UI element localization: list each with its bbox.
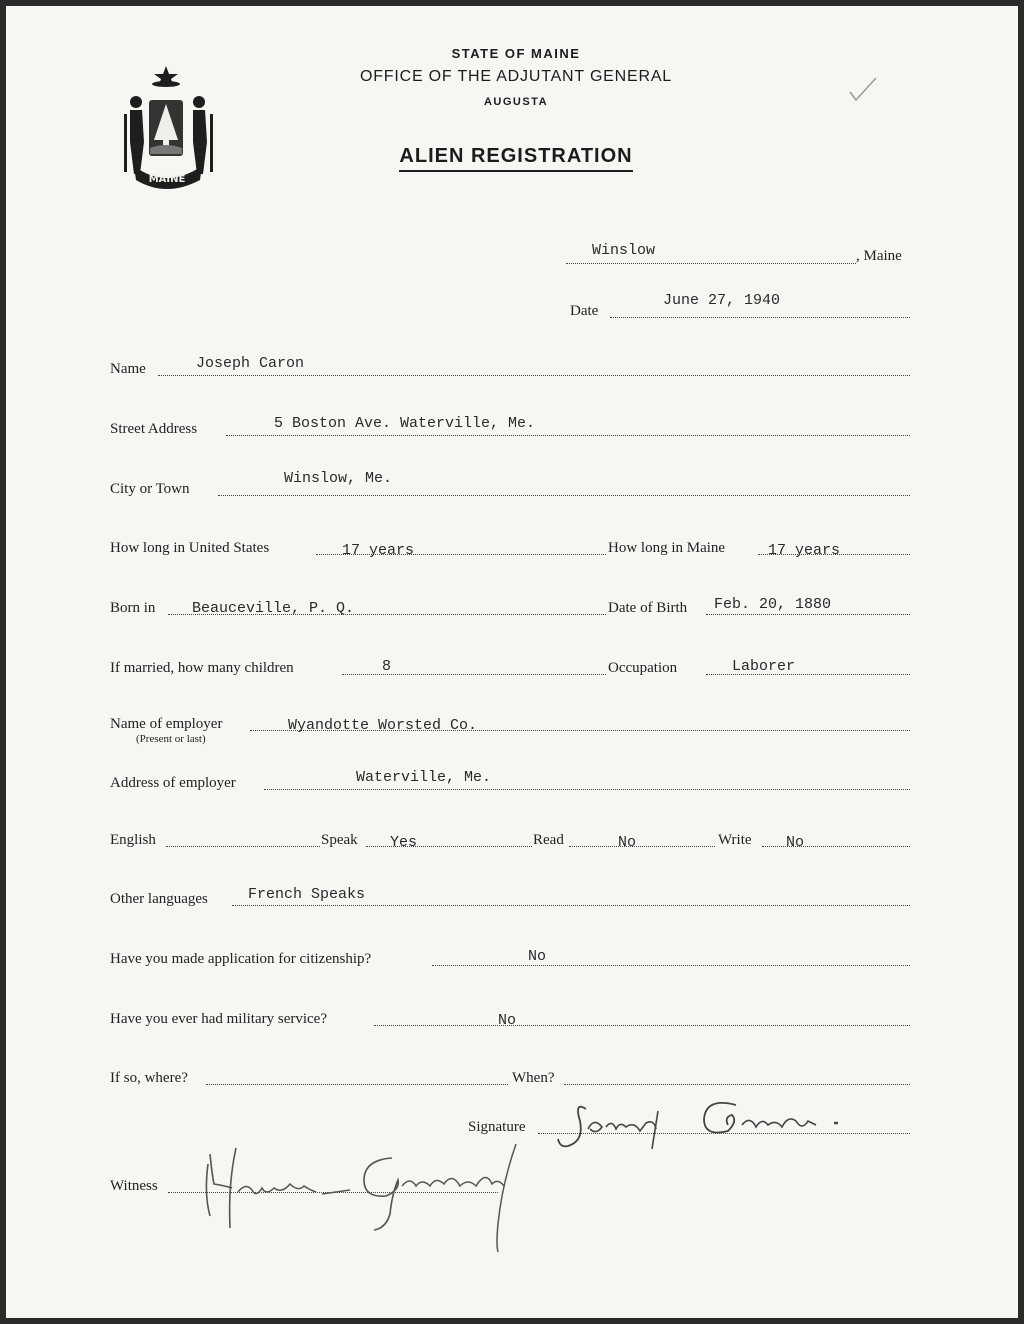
- citizenship-line: [432, 965, 910, 966]
- dob-value: Feb. 20, 1880: [714, 596, 832, 613]
- city-line: [218, 495, 910, 496]
- write-value: No: [786, 834, 805, 851]
- other-languages-line: [232, 905, 910, 906]
- place-value: Winslow: [592, 242, 656, 259]
- place-line: [566, 263, 856, 264]
- signature-label: Signature: [468, 1119, 526, 1135]
- occupation-value: Laborer: [732, 658, 796, 675]
- city-label: City or Town: [110, 481, 190, 497]
- name-label: Name: [110, 361, 146, 377]
- form-page: [6, 6, 1018, 1318]
- place-suffix: , Maine: [856, 248, 902, 264]
- how-long-us-label: How long in United States: [110, 540, 270, 556]
- write-label: Write: [718, 832, 752, 848]
- employer-address-line: [264, 789, 910, 790]
- header-state: STATE OF MAINE: [451, 46, 581, 61]
- header-city: AUGUSTA: [483, 96, 549, 108]
- children-label: If married, how many children: [110, 660, 294, 676]
- employer-address-label: Address of employer: [110, 775, 236, 791]
- employer-sublabel: (Present or last): [136, 733, 206, 745]
- military-line: [374, 1025, 910, 1026]
- born-in-value: Beauceville, P. Q.: [192, 600, 355, 617]
- street-value: 5 Boston Ave. Waterville, Me.: [274, 415, 536, 432]
- how-long-maine-value: 17 years: [768, 542, 841, 559]
- form-title: ALIEN REGISTRATION: [336, 145, 696, 168]
- employer-label: Name of employer: [110, 716, 223, 732]
- citizenship-value: No: [528, 948, 547, 965]
- speak-label: Speak: [321, 832, 358, 848]
- occupation-label: Occupation: [608, 660, 678, 676]
- header-office: OFFICE OF THE ADJUTANT GENERAL: [359, 68, 673, 85]
- speak-value: Yes: [390, 834, 418, 851]
- read-label: Read: [533, 832, 564, 848]
- witness-label: Witness: [110, 1178, 158, 1194]
- english-label: English: [110, 832, 156, 848]
- military-value: No: [498, 1012, 517, 1029]
- read-value: No: [618, 834, 637, 851]
- write-line: [762, 846, 910, 847]
- check-mark-icon: [846, 76, 880, 104]
- how-long-maine-label: How long in Maine: [608, 540, 726, 556]
- when-label: When?: [512, 1070, 555, 1086]
- children-value: 8: [382, 658, 392, 675]
- where-label: If so, where?: [110, 1070, 188, 1086]
- when-line: [564, 1084, 910, 1085]
- other-languages-value: French Speaks: [248, 886, 366, 903]
- state-seal-icon: [116, 62, 226, 192]
- born-in-label: Born in: [110, 600, 156, 616]
- date-label: Date: [570, 303, 599, 319]
- other-languages-label: Other languages: [110, 891, 208, 907]
- street-line: [226, 435, 910, 436]
- employer-value: Wyandotte Worsted Co.: [288, 717, 478, 734]
- dob-line: [706, 614, 910, 615]
- dob-label: Date of Birth: [608, 600, 688, 616]
- citizenship-label: Have you made application for citizenship?: [110, 951, 372, 967]
- how-long-us-value: 17 years: [342, 542, 415, 559]
- where-line: [206, 1084, 508, 1085]
- street-label: Street Address: [110, 421, 198, 437]
- date-value: June 27, 1940: [663, 292, 781, 309]
- witness-handwriting-icon: [186, 1124, 526, 1254]
- military-label: Have you ever had military service?: [110, 1011, 327, 1027]
- name-line: [158, 375, 910, 376]
- date-line: [610, 317, 910, 318]
- city-value: Winslow, Me.: [284, 470, 393, 487]
- name-value: Joseph Caron: [196, 355, 305, 372]
- read-line: [569, 846, 715, 847]
- signature-handwriting-icon: [546, 1091, 886, 1151]
- svg-text:MAINE: MAINE: [148, 174, 186, 185]
- english-line: [166, 846, 320, 847]
- employer-address-value: Waterville, Me.: [356, 769, 492, 786]
